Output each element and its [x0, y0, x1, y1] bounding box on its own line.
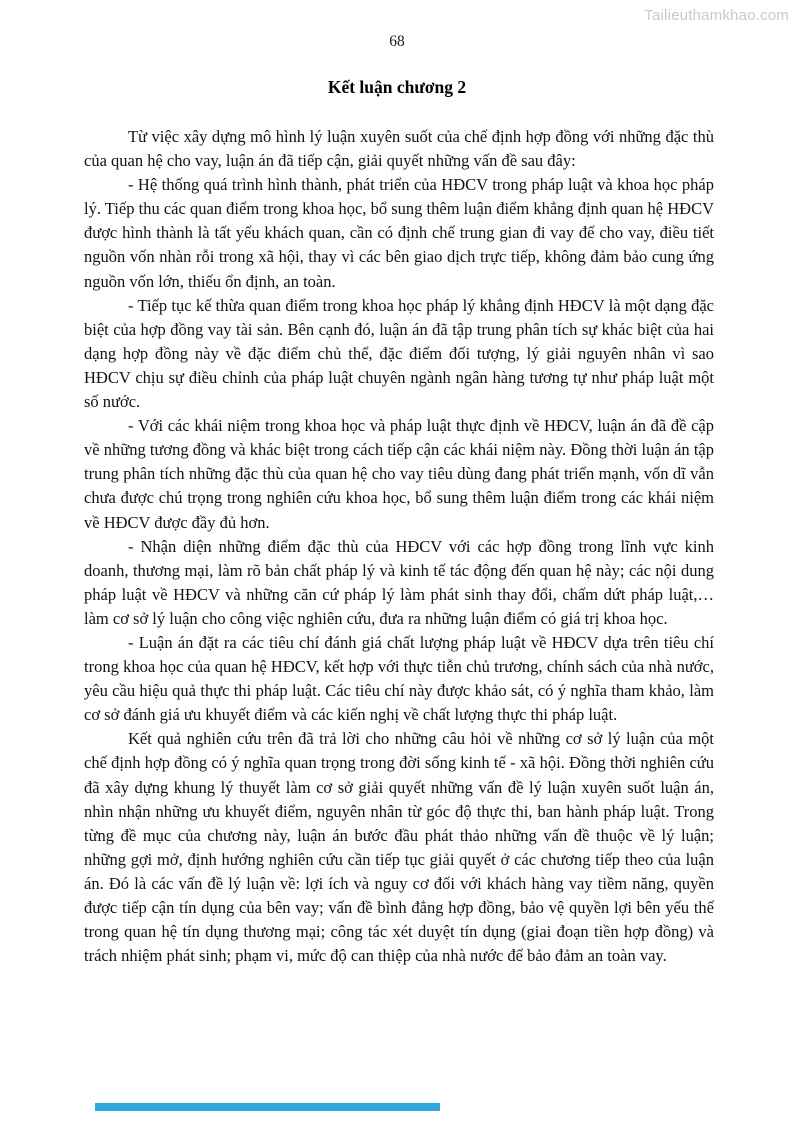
page-number: 68 — [389, 33, 405, 50]
bottom-accent-bar — [95, 1103, 440, 1111]
body-text-block — [84, 125, 714, 968]
body-paragraph: - Luận án đặt ra các tiêu chí đánh giá chất lượng pháp luật về HĐCV dựa trên tiêu chí trong khoa học của quan hệ HĐCV, kết hợp với thực tiễn chủ trương, chính sách của nhà nước, yêu cầu hiệu quả thực thi pháp luật. Các tiêu chí này được khảo sát, có ý nghĩa tham khảo, làm cơ sở đánh giá ưu khuyết điểm và các kiến nghị về chất lượng thực thi pháp luật. — [84, 632, 714, 725]
body-paragraph: - Nhận diện những điểm đặc thù của HĐCV với các hợp đồng trong lĩnh vực kinh doanh, thương mại, làm rõ bản chất pháp lý và kinh tế tác động đến quan hệ này; các nội dung pháp luật về HĐCV và những căn cứ pháp lý làm phát sinh thay đổi, chấm dứt pháp luật,… làm cơ sở lý luận cho công việc nghiên cứu, đưa ra những luận điểm có giá trị khoa học. — [84, 536, 714, 628]
body-paragraph: - Tiếp tục kế thừa quan điểm trong khoa học pháp lý khẳng định HĐCV là một dạng đặc biệt của hợp đồng vay tài sản. Bên cạnh đó, luận án đã tập trung phân tích sự khác biệt của hai dạng hợp đồng này về đặc điểm chủ thể, đặc điểm đối tượng, lý giải nguyên nhân vì sao HĐCV chịu sự điều chỉnh của pháp luật chuyên ngành ngân hàng tương tự như pháp luật một số nước. — [84, 295, 714, 412]
body-paragraph: Từ việc xây dựng mô hình lý luận xuyên suốt của chế định hợp đồng với những đặc thù của quan hệ cho vay, luận án đã tiếp cận, giải quyết những vấn đề sau đây: — [84, 127, 714, 171]
watermark-text: Tailieuthamkhao.com — [644, 7, 789, 24]
body-paragraph: - Hệ thống quá trình hình thành, phát triển của HĐCV trong pháp luật và khoa học pháp lý. Tiếp thu các quan điểm trong khoa học, bổ sung thêm luận điểm khẳng định quan hệ HĐCV được hình thành là tất yếu khách quan, cần có định chế trung gian đi vay để cho vay, điều tiết nguồn vốn nhàn rỗi trong xã hội, thay vì các bên giao dịch trực tiếp, không đảm bảo cung ứng nguồn vốn lớn, thiếu ổn định, an toàn. — [84, 175, 714, 291]
chapter-conclusion-heading: Kết luận chương 2 — [327, 77, 467, 97]
body-paragraph: Kết quả nghiên cứu trên đã trả lời cho những câu hỏi về những cơ sở lý luận của một chế định hợp đồng có ý nghĩa quan trọng trong đời sống kinh tế - xã hội. Đồng thời nghiên cứu đã xây dựng khung lý thuyết làm cơ sở giải quyết những vấn đề lý luận xuyên suốt luận án, nhìn nhận những ưu khuyết điểm, nguyên nhân từ góc độ thực thi, ban hành pháp luật. Trong từng đề mục của chương này, luận án bước đầu phát thảo những vấn đề thuộc về lý luận; những gợi mở, định hướng nghiên cứu cần tiếp tục giải quyết ở các chương tiếp theo của luận án. Đó là các vấn đề lý luận về: lợi ích và nguy cơ đối với khách hàng vay tiềm năng, quyền được tiếp cận tín dụng của bên vay; vấn đề bình đẳng hợp đồng, bảo vệ quyền lợi bên yếu thế trong quan hệ tín dụng thương mại; công tác xét duyệt tín dụng (giai đoạn tiền hợp đồng) và trách nhiệm phát sinh; phạm vi, mức độ can thiệp của nhà nước để bảo đảm an toàn vay. — [84, 729, 714, 966]
body-paragraph: - Với các khái niệm trong khoa học và pháp luật thực định về HĐCV, luận án đã đề cập về những tương đồng và khác biệt trong cách tiếp cận các khái niệm này. Đồng thời luận án tập trung phân tích những đặc thù của quan hệ cho vay tiêu dùng đang phát triển mạnh, vốn dĩ vẫn chưa được chú trọng trong nghiên cứu khoa học, bổ sung thêm luận điểm trong các khái niệm về HĐCV được đầy đủ hơn. — [84, 416, 714, 532]
